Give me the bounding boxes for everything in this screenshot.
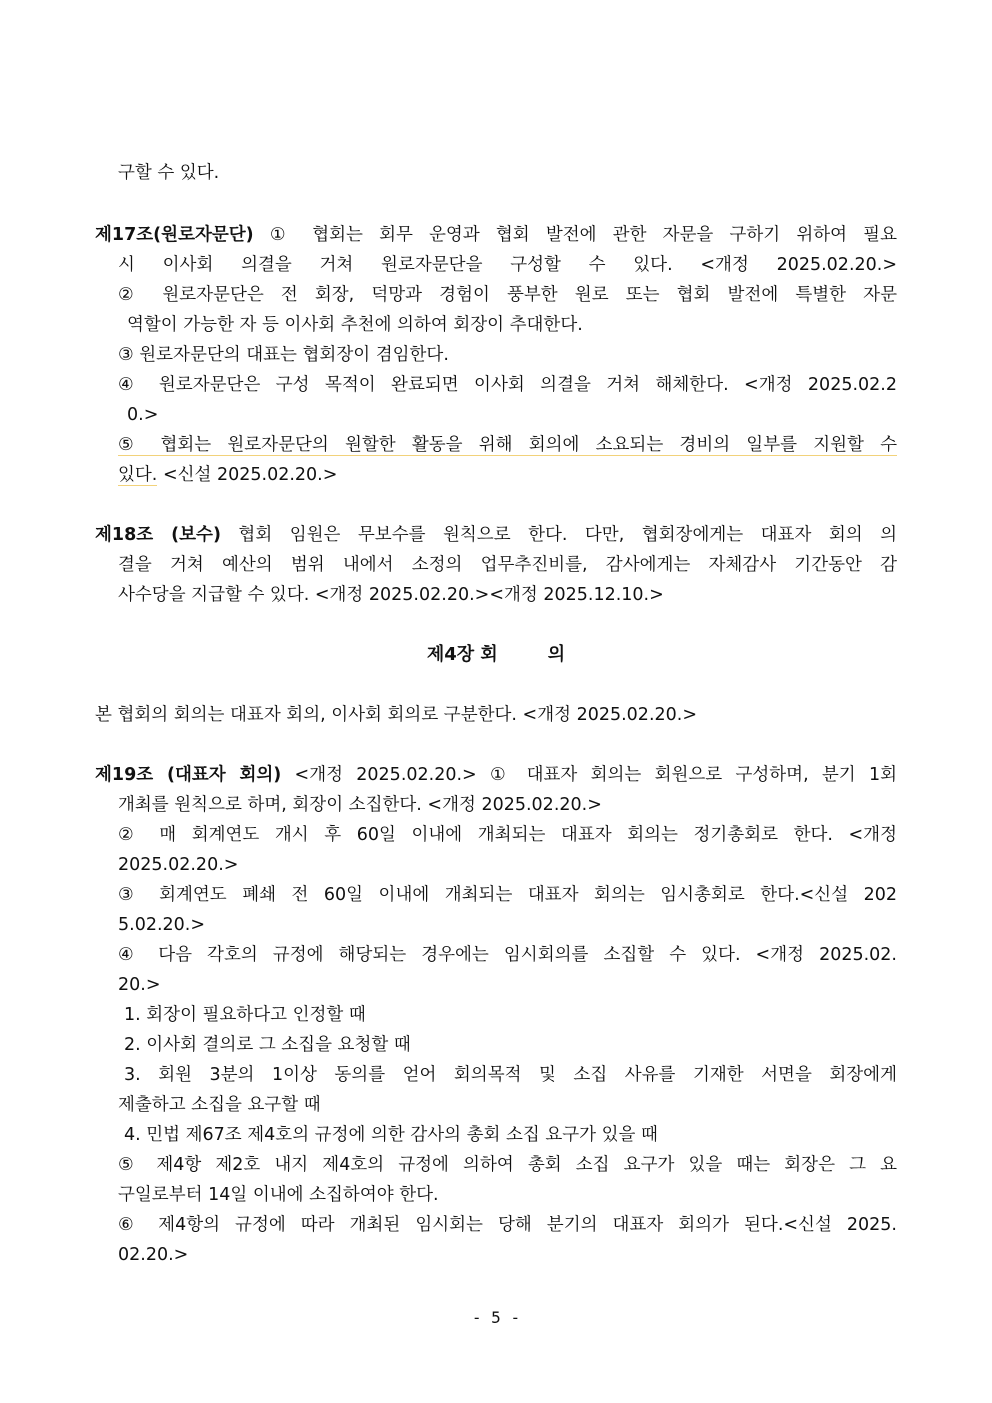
article-19-para-6: ⑥ 제4항의 규정에 따라 개최된 임시회는 당해 분기의 대표자 회의가 된다.<신설 2025.: [118, 1215, 897, 1235]
article-19-para-5-cont: 구일로부터 14일 이내에 소집하여야 한다.: [118, 1185, 439, 1205]
article-19-para-6-cont: 02.20.>: [118, 1245, 189, 1265]
article-19-para-3: ③ 회계연도 폐쇄 전 60일 이내에 개최되는 대표자 회의는 임시총회로 한다.<신설 202: [118, 885, 897, 905]
article-19-title: 제19조 (대표자 회의): [95, 765, 282, 785]
article-19-line-1: 제19조 (대표자 회의) <개정 2025.02.20.> ① 대표자 회의는 회원으로 구성하며, 분기 1회: [95, 765, 898, 785]
article-17-line-1: 제17조(원로자문단) ① 협회는 회무 운영과 협회 발전에 관한 자문을 구하기 위하여 필요: [95, 225, 897, 245]
continuation-text: 구할 수 있다.: [118, 163, 220, 183]
article-19-para-2-cont: 2025.02.20.>: [118, 855, 239, 875]
list-item-3-cont: 제출하고 소집을 요구할 때: [118, 1095, 321, 1115]
article-17-para-5: ⑤ 협회는 원로자문단의 원할한 활동을 위해 회의에 소요되는 경비의 일부를 지원할 수: [118, 435, 897, 455]
article-19-para-3-cont: 5.02.20.>: [118, 915, 206, 935]
chapter-intro: 본 협회의 회의는 대표자 회의, 이사회 회의로 구분한다. <개정 2025.02.20.>: [95, 705, 697, 725]
article-19-para-5: ⑤ 제4항 제2호 내지 제4호의 규정에 의하여 총회 소집 요구가 있을 때는 회장은 그 요: [118, 1155, 897, 1175]
article-18-line-2: 결을 거쳐 예산의 범위 내에서 소정의 업무추진비를, 감사에게는 자체감사 기간동안 감: [118, 555, 897, 575]
article-17-para-4: ④ 원로자문단은 구성 목적이 완료되면 이사회 의결을 거쳐 해체한다. <개정 2025.02.2: [118, 375, 897, 395]
article-19-para-4: ④ 다음 각호의 규정에 해당되는 경우에는 임시회의를 소집할 수 있다. <개정 2025.02.: [118, 945, 897, 965]
chapter-heading: 제4장 회 의: [426, 644, 566, 665]
article-17-para-4-cont: 0.>: [127, 405, 159, 425]
article-19-para-2: ② 매 회계연도 개시 후 60일 이내에 개최되는 대표자 회의는 정기총회로 한다. <개정: [118, 825, 897, 845]
article-18-line-3: 사수당을 지급할 수 있다. <개정 2025.02.20.><개정 2025.12.10.>: [118, 585, 664, 605]
article-18-line-1: 제18조 (보수) 협회 임원은 무보수를 원칙으로 한다. 다만, 협회장에게는 대표자 회의 의: [95, 525, 897, 545]
article-19-line-2: 개최를 원칙으로 하며, 회장이 소집한다. <개정 2025.02.20.>: [118, 795, 602, 815]
list-item-1: 1. 회장이 필요하다고 인정할 때: [124, 1005, 366, 1025]
article-17-title: 제17조(원로자문단): [95, 225, 254, 245]
list-item-3: 3. 회원 3분의 1이상 동의를 얻어 회의목적 및 소집 사유를 기재한 서면을 회장에게: [124, 1065, 897, 1085]
article-19-para-4-cont: 20.>: [118, 975, 161, 995]
article-17-para-2-cont: 역할이 가능한 자 등 이사회 추천에 의하여 회장이 추대한다.: [127, 315, 583, 335]
page-number: - 5 -: [471, 1308, 521, 1327]
article-17-para-3: ③ 원로자문단의 대표는 협회장이 겸임한다.: [118, 345, 449, 365]
article-17-para-5-cont: 있다. <신설 2025.02.20.>: [118, 465, 338, 485]
list-item-4: 4. 민법 제67조 제4호의 규정에 의한 감사의 총회 소집 요구가 있을 때: [124, 1125, 658, 1145]
list-item-2: 2. 이사회 결의로 그 소집을 요청할 때: [124, 1035, 411, 1055]
article-18-title: 제18조 (보수): [95, 525, 221, 545]
article-17-line-2: 시 이사회 의결을 거쳐 원로자문단을 구성할 수 있다. <개정 2025.02.20.>: [118, 255, 897, 275]
article-17-para-2: ② 원로자문단은 전 회장, 덕망과 경험이 풍부한 원로 또는 협회 발전에 특별한 자문: [118, 285, 897, 305]
